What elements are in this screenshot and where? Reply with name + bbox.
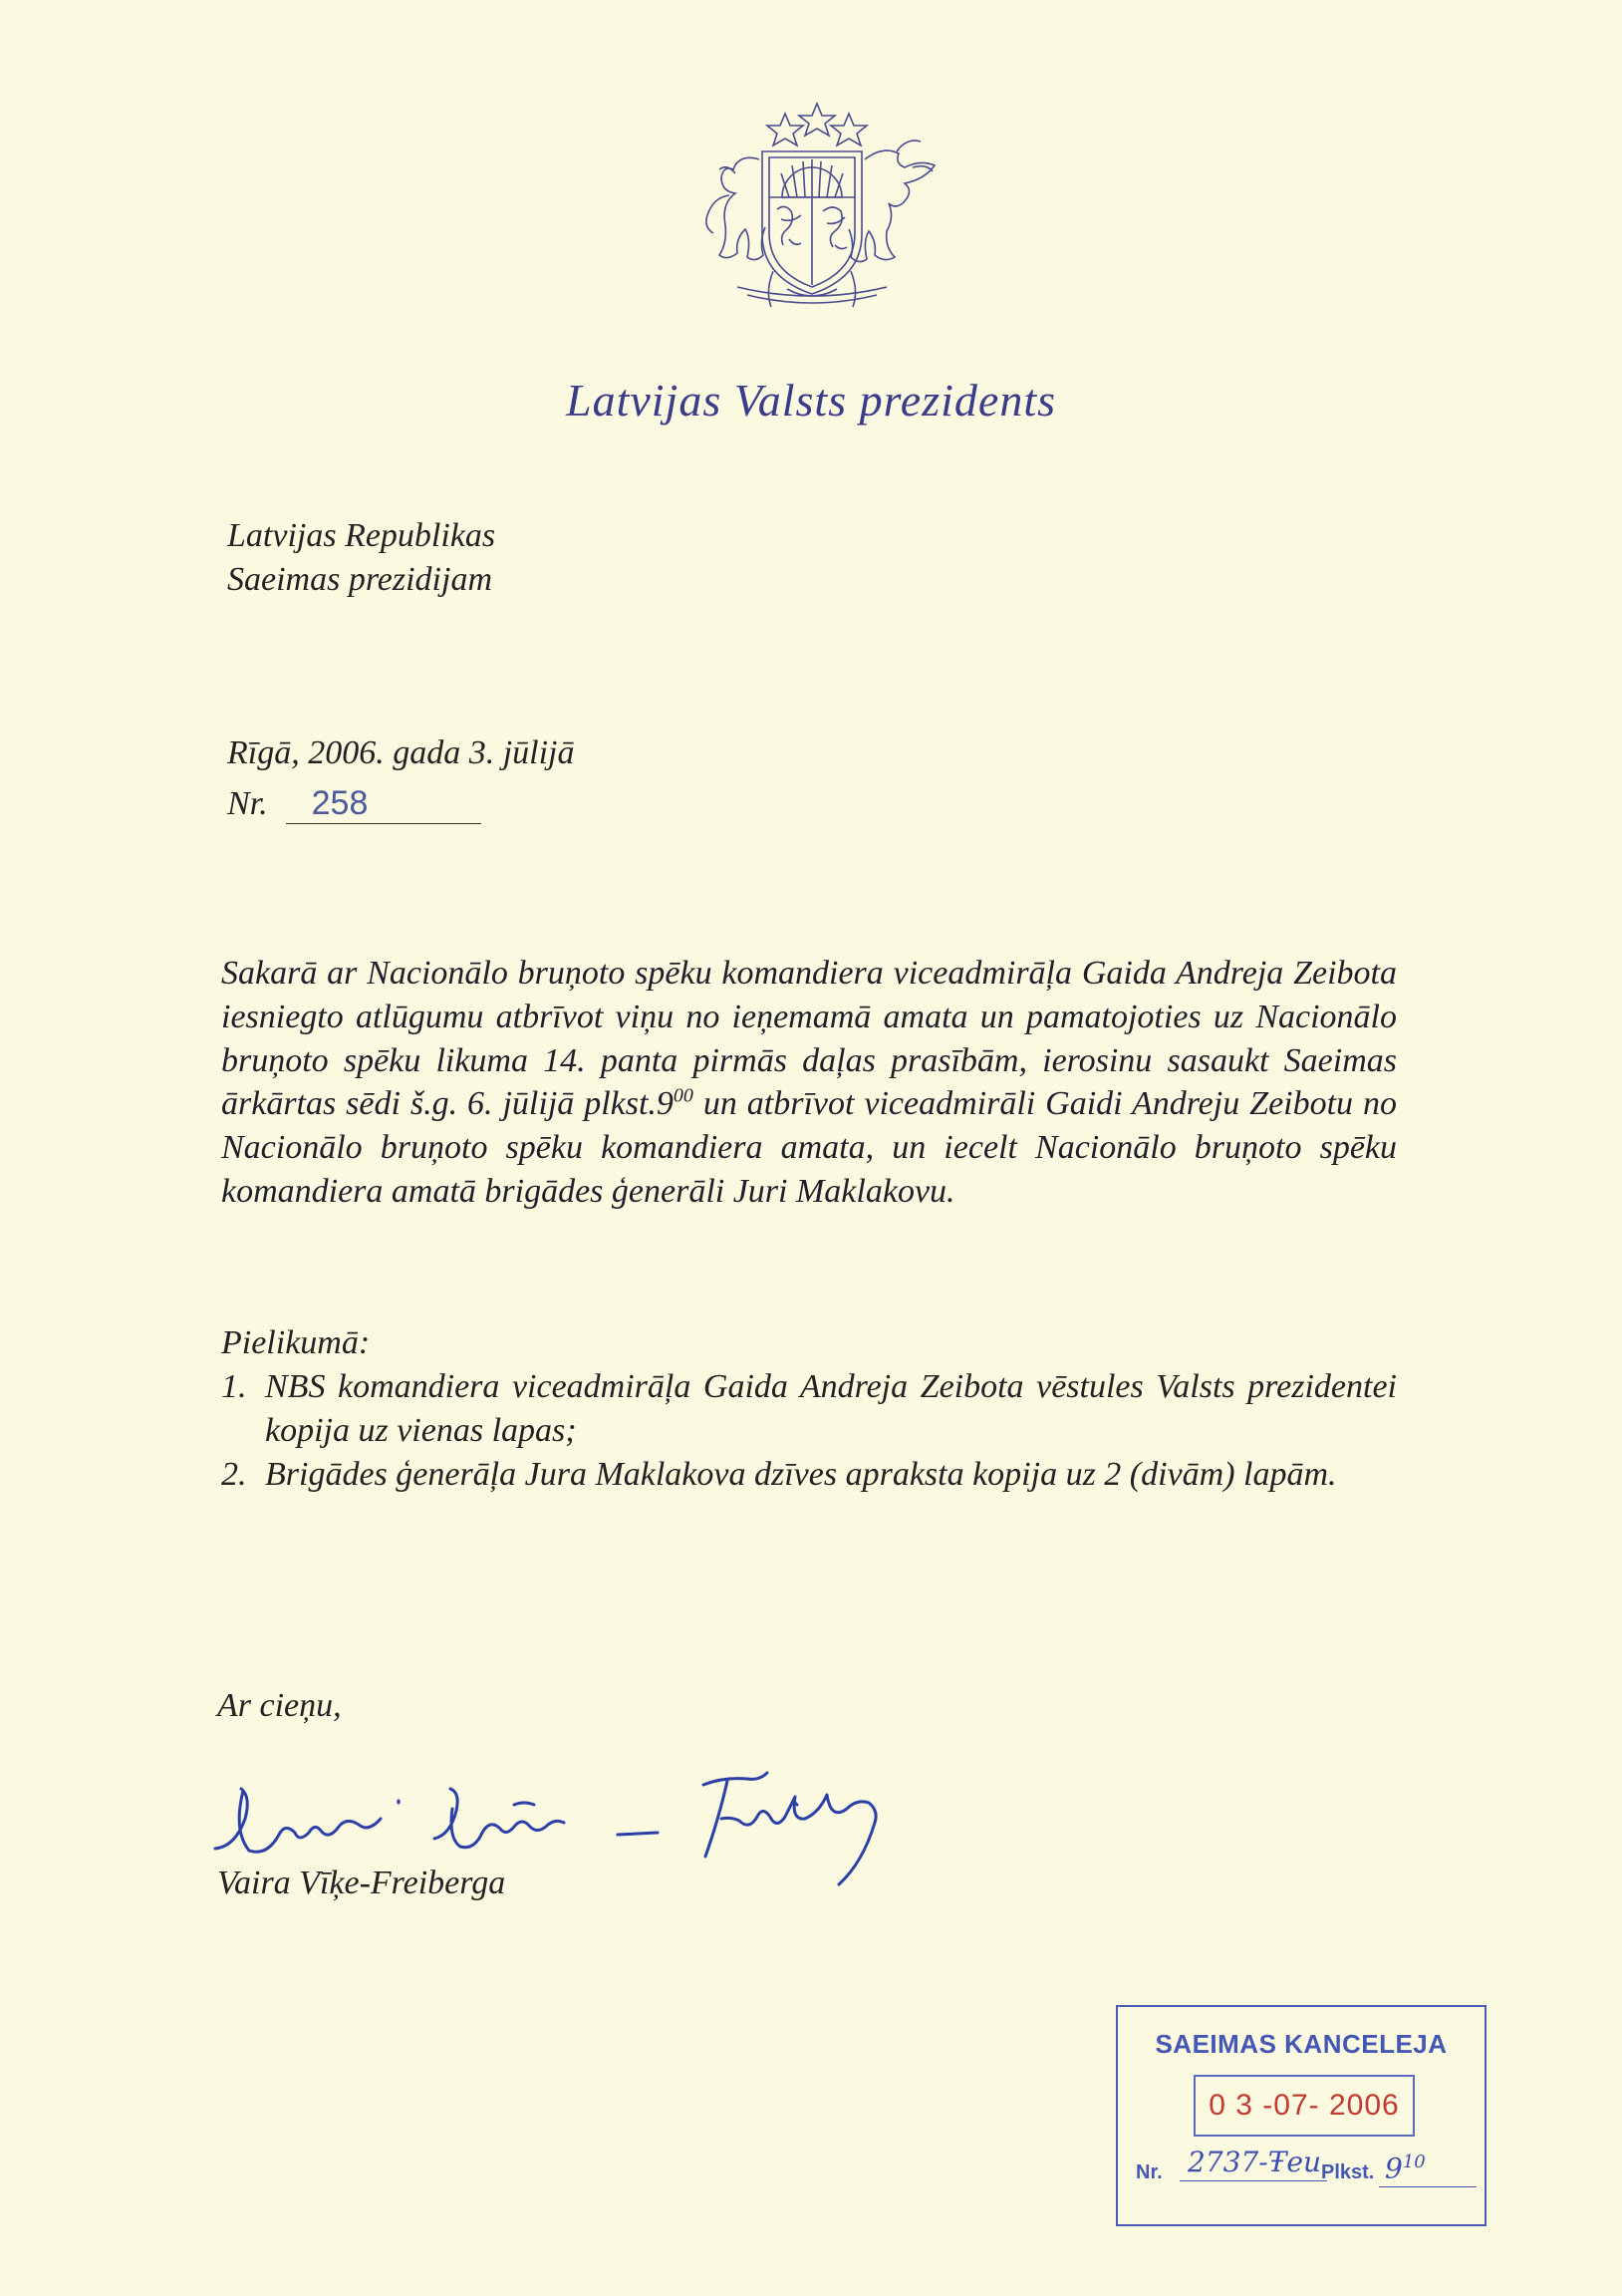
registration-stamp <box>1116 2005 1487 2226</box>
annex-item <box>221 1365 1397 1453</box>
letter-number-value: 258 <box>286 783 481 824</box>
stamp-title: SAEIMAS KANCELEJA <box>1155 2029 1448 2059</box>
closing-salutation: Ar cieņu, <box>217 1687 342 1724</box>
signer-name: Vaira Vīķe-Freiberga <box>217 1865 506 1901</box>
annex-item-number: 1. <box>221 1368 247 1405</box>
annex-item-text: NBS komandiera viceadmirāļa Gaida Andreja Zeibota vēstules Valsts prezidentei kopija uz vienas lapas; <box>265 1368 1397 1449</box>
annex-title: Pielikumā: <box>221 1324 371 1361</box>
office-title: Latvijas Valsts prezidents <box>566 375 1056 426</box>
body-text-part-2: un atbrīvot viceadmirāli Gaidi Andreju Zeibotu no Nacionālo bruņoto spēku komandiera amata, un iecelt Nacionālo bruņoto spēku komandiera amatā brigādes ģenerāli Juri Maklakovu. <box>221 1085 1397 1210</box>
addressee-block <box>227 514 495 602</box>
addressee-line-1: Latvijas Republikas <box>227 517 496 554</box>
stamp-plkst-hour: 9 <box>1385 2152 1403 2185</box>
stamp-nr-label: Nr. <box>1136 2161 1163 2183</box>
annex-item-number: 2. <box>221 1456 247 1493</box>
coat-of-arms-emblem <box>677 100 946 319</box>
stamp-plkst-label: Plkst. <box>1321 2161 1375 2183</box>
annex-list <box>221 1365 1397 1497</box>
body-text-part-1: Sakarā ar Nacionālo bruņoto spēku komandiera viceadmirāļa Gaida Andreja Zeibota iesniegto atlūgumu atbrīvot viņu no ieņemamā amata un pamatojoties uz Nacionālo bruņoto spēku likuma 14. panta pirmās daļas prasībām, ierosinu sasaukt Saeimas ārkārtas sēdi š.g. 6. jūlijā plkst.9 <box>221 955 1397 1123</box>
letter-number <box>227 782 481 826</box>
letter-body-paragraph <box>221 952 1397 1214</box>
stamp-date: 0 3 -07- 2006 <box>1194 2075 1415 2137</box>
letter-date: Rīgā, 2006. gada 3. jūlijā <box>227 734 575 771</box>
body-time-superscript: 00 <box>673 1085 693 1108</box>
stamp-nr-value: 2737-Ŧeu <box>1180 2145 1327 2181</box>
addressee-line-2: Saeimas prezidijam <box>227 561 493 598</box>
stamp-plkst-value <box>1379 2145 1477 2187</box>
stamp-plkst-minutes: 10 <box>1402 2152 1426 2172</box>
letter-number-label: Nr. <box>227 785 268 822</box>
annex-item <box>221 1453 1397 1497</box>
annex-item-text: Brigādes ģenerāļa Jura Maklakova dzīves apraksta kopija uz 2 (divām) lapām. <box>265 1456 1337 1493</box>
